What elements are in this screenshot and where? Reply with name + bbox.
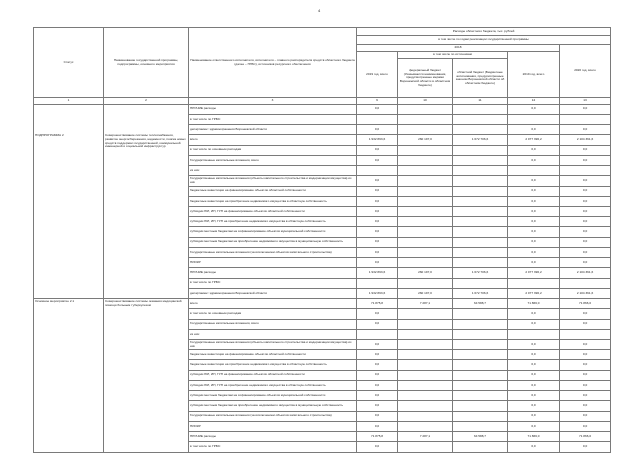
- cell-value: [398, 237, 453, 247]
- row-label: в том числе по ГРБС:: [189, 114, 357, 124]
- cell-value: 0,0: [357, 217, 398, 227]
- cell-value: [398, 411, 453, 421]
- column-index-2: 2: [104, 98, 189, 104]
- cell-value: 0,0: [508, 237, 560, 247]
- column-index-3: 3: [189, 98, 357, 104]
- cell-value: [453, 370, 508, 380]
- cell-value: 0,0: [508, 442, 560, 453]
- cell-value: 71 866,0: [560, 299, 611, 309]
- cell-value: [398, 196, 453, 206]
- cell-value: 0,0: [508, 186, 560, 196]
- cell-value: 0,0: [508, 340, 560, 350]
- cell-value: [398, 370, 453, 380]
- cell-value: 1 932 893,6: [357, 288, 398, 298]
- cell-value: 0,0: [508, 319, 560, 329]
- header-2019-plan: 2019 год, всего: [357, 51, 398, 98]
- cell-value: [453, 217, 508, 227]
- row-label: НИОКР: [189, 258, 357, 268]
- cell-value: 0,0: [560, 391, 611, 401]
- cell-value: [453, 350, 508, 360]
- cell-value: 0,0: [357, 360, 398, 370]
- event-name: Совершенствование системы оказания медицинской помощи больным туберкулезом: [104, 299, 189, 453]
- table-row: [34, 299, 611, 309]
- header-2019-total: 2019 год, всего: [508, 51, 560, 98]
- header-source: Наименование ответственного исполнителя, исполнителя – главного распорядителя средств областного бюджета (далее – ГРБС), источников ресурсного обеспечения: [189, 28, 357, 98]
- program-name: Совершенствование системы теплоснабжения, развитие энергосбережения, надежности, поиска новых средств поддержки государственной, коммунальной инженерной и социальной инфраструктур: [105, 133, 186, 149]
- cell-value: [398, 340, 453, 350]
- cell-value: [398, 104, 453, 114]
- cell-value: 0,0: [357, 186, 398, 196]
- cell-value: 0,0: [508, 380, 560, 390]
- cell-value: 0,0: [560, 370, 611, 380]
- cell-value: 0,0: [508, 227, 560, 237]
- row-label: департамент здравоохранения Воронежской области: [189, 125, 357, 135]
- cell-value: 0,0: [560, 421, 611, 431]
- cell-value: [398, 217, 453, 227]
- cell-value: 0,0: [508, 206, 560, 216]
- row-label: ПРОЧИЕ расходы: [189, 268, 357, 278]
- cell-value: 0,0: [357, 227, 398, 237]
- cell-value: [508, 114, 560, 124]
- row-label: Государственные капитальные вложения (объекты капитального строительства и модернизации имущества) из них: [189, 340, 357, 350]
- cell-value: [453, 206, 508, 216]
- cell-value: 0,0: [508, 360, 560, 370]
- row-label: бюджетные инвестиции на финансирование объектов областной собственности: [189, 350, 357, 360]
- row-label: Государственные капитальные вложения (за исключением объектов капитального строительства): [189, 411, 357, 421]
- program-status: ПОДПРОГРАММА 2: [35, 133, 64, 138]
- row-label: в том числе по основным расходам: [189, 309, 357, 319]
- cell-value: 0,0: [560, 227, 611, 237]
- cell-value: 0,0: [357, 206, 398, 216]
- cell-value: [453, 237, 508, 247]
- budget-table: [33, 27, 611, 453]
- cell-value: [398, 380, 453, 390]
- row-label: бюджетные инвестиции на приобретение недвижимого имущества в областную собственность: [189, 360, 357, 370]
- cell-value: [453, 145, 508, 155]
- cell-value: [398, 442, 453, 453]
- cell-value: 0,0: [560, 319, 611, 329]
- cell-value: 0,0: [560, 309, 611, 319]
- column-index-10: 10: [398, 98, 453, 104]
- cell-value: 0,0: [508, 247, 560, 257]
- header-fed-budget: федеральный бюджет (Указываются наименования, предусмотренные мерами Воронежской области в областном бюджете): [398, 59, 453, 98]
- header-program: Наименование государственной программы, подпрограммы, основного мероприятия: [104, 28, 189, 98]
- cell-value: 0,0: [560, 360, 611, 370]
- cell-value: 0,0: [357, 258, 398, 268]
- cell-value: 260 197,0: [398, 268, 453, 278]
- cell-value: 0,0: [357, 350, 398, 360]
- column-index-13: 13: [560, 98, 611, 104]
- row-label: в том числе по ГРБС:: [189, 278, 357, 288]
- row-label: бюджетные инвестиции на финансирование объектов областной собственности: [189, 186, 357, 196]
- row-label: департамент здравоохранения Воронежской области: [189, 288, 357, 298]
- row-label: субсидии местным бюджетам на софинансирование объектов муниципальной собственности: [189, 227, 357, 237]
- cell-value: [453, 360, 508, 370]
- cell-value: [453, 278, 508, 288]
- column-index-9: 9: [357, 98, 398, 104]
- cell-value: [453, 176, 508, 186]
- cell-value: 0,0: [560, 350, 611, 360]
- cell-value: 0,0: [560, 217, 611, 227]
- cell-value: [453, 186, 508, 196]
- cell-value: 0,0: [357, 319, 398, 329]
- cell-value: 2 104 361,6: [560, 268, 611, 278]
- cell-value: 7 287,1: [398, 299, 453, 309]
- cell-value: [453, 340, 508, 350]
- cell-value: 1 672 706,6: [453, 288, 508, 298]
- cell-value: 71 875,8: [357, 299, 398, 309]
- cell-value: 0,0: [560, 247, 611, 257]
- header-2020-total: 2020 год, всего: [560, 44, 611, 98]
- cell-value: 0,0: [560, 104, 611, 114]
- cell-value: [398, 145, 453, 155]
- cell-value: 2 077 396,2: [508, 288, 560, 298]
- column-index-12: 12: [508, 98, 560, 104]
- cell-value: 71 866,0: [560, 432, 611, 442]
- cell-value: [508, 329, 560, 339]
- cell-value: 2 104 361,6: [560, 135, 611, 145]
- cell-value: [398, 360, 453, 370]
- cell-value: [453, 329, 508, 339]
- cell-value: [398, 227, 453, 237]
- cell-value: 0,0: [357, 237, 398, 247]
- cell-value: [453, 391, 508, 401]
- cell-value: 0,0: [508, 125, 560, 135]
- cell-value: 0,0: [508, 176, 560, 186]
- cell-value: [453, 309, 508, 319]
- cell-value: [453, 258, 508, 268]
- column-index-1: 1: [34, 98, 104, 104]
- cell-value: 0,0: [357, 247, 398, 257]
- cell-value: 0,0: [508, 411, 560, 421]
- header-status: Статус: [34, 28, 104, 98]
- cell-value: [398, 114, 453, 124]
- cell-value: 0,0: [357, 309, 398, 319]
- cell-value: [398, 421, 453, 431]
- table-row: [34, 104, 611, 114]
- cell-value: 0,0: [508, 145, 560, 155]
- cell-value: 0,0: [508, 217, 560, 227]
- cell-value: [453, 421, 508, 431]
- row-label: субсидии ЮЛ, ИП, ГУП на финансирование объектов областной собственности: [189, 370, 357, 380]
- cell-value: [398, 186, 453, 196]
- leading-block-status: [34, 104, 104, 298]
- cell-value: 0,0: [357, 401, 398, 411]
- cell-value: [398, 176, 453, 186]
- cell-value: 260 197,0: [398, 288, 453, 298]
- row-label: субсидии ЮЛ, ИП, ГУП на приобретение недвижимого имущества в областную собственность: [189, 217, 357, 227]
- cell-value: [398, 166, 453, 176]
- cell-value: 71 866,0: [508, 299, 560, 309]
- cell-value: 1 672 706,6: [453, 268, 508, 278]
- cell-value: 71 866,0: [508, 432, 560, 442]
- event-status: Основное мероприятие 2.1: [34, 299, 104, 453]
- cell-value: 0,0: [560, 380, 611, 390]
- cell-value: [453, 196, 508, 206]
- cell-value: 0,0: [560, 186, 611, 196]
- cell-value: 0,0: [508, 258, 560, 268]
- row-label: Государственные капитальные вложения (за исключением объектов капитального строительства): [189, 247, 357, 257]
- spacer: [35, 105, 102, 135]
- cell-value: [398, 350, 453, 360]
- cell-value: [357, 278, 398, 288]
- cell-value: [398, 247, 453, 257]
- cell-value: 0,0: [357, 155, 398, 165]
- cell-value: 0,0: [357, 380, 398, 390]
- cell-value: [560, 278, 611, 288]
- cell-value: 0,0: [357, 442, 398, 453]
- cell-value: [398, 319, 453, 329]
- row-label: в том числе по основным расходам: [189, 145, 357, 155]
- row-label: в том числе по ГРБС:: [189, 442, 357, 453]
- cell-value: [453, 319, 508, 329]
- cell-value: 7 287,1: [398, 432, 453, 442]
- row-label: Государственные капитальные вложения (объекты капитального строительства и модернизации имущества) из них: [189, 176, 357, 186]
- cell-value: 0,0: [560, 125, 611, 135]
- cell-value: 0,0: [560, 258, 611, 268]
- spacer: [105, 105, 187, 135]
- cell-value: 0,0: [560, 155, 611, 165]
- cell-value: 0,0: [560, 206, 611, 216]
- cell-value: 0,0: [508, 196, 560, 206]
- cell-value: 260 197,0: [398, 135, 453, 145]
- column-index-11: 11: [453, 98, 508, 104]
- cell-value: [357, 166, 398, 176]
- cell-value: 0,0: [357, 125, 398, 135]
- row-label: субсидии местным бюджетам на софинансирование объектов муниципальной собственности: [189, 391, 357, 401]
- cell-value: [398, 329, 453, 339]
- cell-value: [560, 329, 611, 339]
- cell-value: [398, 391, 453, 401]
- cell-value: 71 875,8: [357, 432, 398, 442]
- cell-value: [398, 206, 453, 216]
- cell-value: 0,0: [560, 145, 611, 155]
- page-number: 4: [318, 8, 321, 13]
- cell-value: 0,0: [357, 370, 398, 380]
- cell-value: [453, 114, 508, 124]
- cell-value: 0,0: [508, 350, 560, 360]
- row-label: бюджетные инвестиции на приобретение недвижимого имущества в областную собственность: [189, 196, 357, 206]
- row-label: ПРОЧИЕ расходы: [189, 104, 357, 114]
- cell-value: [398, 125, 453, 135]
- cell-value: [398, 155, 453, 165]
- cell-value: [453, 442, 508, 453]
- cell-value: 64 588,7: [453, 432, 508, 442]
- row-label: из них:: [189, 166, 357, 176]
- cell-value: [453, 104, 508, 114]
- row-label: субсидии местным бюджетам на приобретение недвижимого имущества в муниципальную собственность: [189, 401, 357, 411]
- cell-value: [453, 155, 508, 165]
- cell-value: 0,0: [357, 421, 398, 431]
- cell-value: [560, 166, 611, 176]
- cell-value: [453, 247, 508, 257]
- cell-value: 0,0: [357, 196, 398, 206]
- cell-value: 0,0: [560, 340, 611, 350]
- header-year-2018: 2018: [357, 44, 560, 51]
- row-label: всего: [189, 135, 357, 145]
- row-label: субсидии ЮЛ, ИП, ГУП на финансирование объектов областной собственности: [189, 206, 357, 216]
- header-budget-title: Расходы областного бюджета, тыс. рублей: [357, 28, 611, 36]
- cell-value: [357, 114, 398, 124]
- row-label: НИОКР: [189, 421, 357, 431]
- row-label: ПРОЧИЕ расходы: [189, 432, 357, 442]
- cell-value: [453, 166, 508, 176]
- cell-value: [453, 411, 508, 421]
- header-by-years: в том числе по годам реализации государственной программы: [357, 36, 611, 44]
- cell-value: 2 104 361,6: [560, 288, 611, 298]
- cell-value: 0,0: [560, 401, 611, 411]
- cell-value: 0,0: [357, 391, 398, 401]
- cell-value: [357, 329, 398, 339]
- row-label: субсидии ЮЛ, ИП, ГУП на приобретение недвижимого имущества в областную собственность: [189, 380, 357, 390]
- cell-value: [453, 227, 508, 237]
- cell-value: 0,0: [357, 145, 398, 155]
- row-label: субсидии местным бюджетам на приобретение недвижимого имущества в муниципальную собственность: [189, 237, 357, 247]
- cell-value: 0,0: [357, 104, 398, 114]
- cell-value: 0,0: [357, 176, 398, 186]
- cell-value: 0,0: [508, 401, 560, 411]
- header-incl-sources: в том числе по источникам: [398, 51, 508, 58]
- cell-value: [453, 380, 508, 390]
- cell-value: 1 932 893,6: [357, 268, 398, 278]
- cell-value: 0,0: [560, 196, 611, 206]
- row-label: из них:: [189, 329, 357, 339]
- cell-value: 0,0: [508, 155, 560, 165]
- cell-value: [398, 258, 453, 268]
- cell-value: 0,0: [508, 309, 560, 319]
- cell-value: 1 672 706,6: [453, 135, 508, 145]
- cell-value: 0,0: [357, 340, 398, 350]
- cell-value: 2 077 396,2: [508, 268, 560, 278]
- cell-value: 0,0: [508, 370, 560, 380]
- cell-value: [508, 278, 560, 288]
- cell-value: 0,0: [560, 237, 611, 247]
- cell-value: 64 588,7: [453, 299, 508, 309]
- cell-value: 2 077 396,2: [508, 135, 560, 145]
- cell-value: 0,0: [508, 104, 560, 114]
- header-obl-budget: областной бюджет (Бюджетные ассигнования, предусмотренные законом Воронежской области об областном бюджете): [453, 59, 508, 98]
- row-label: всего: [189, 299, 357, 309]
- cell-value: [453, 401, 508, 411]
- cell-value: 0,0: [560, 442, 611, 453]
- cell-value: [508, 166, 560, 176]
- cell-value: 0,0: [357, 411, 398, 421]
- cell-value: 0,0: [560, 411, 611, 421]
- leading-block-name: [104, 104, 189, 298]
- row-label: Государственные капитальные вложения, всего: [189, 319, 357, 329]
- cell-value: 0,0: [508, 421, 560, 431]
- cell-value: 0,0: [508, 391, 560, 401]
- cell-value: [560, 114, 611, 124]
- cell-value: 1 932 893,6: [357, 135, 398, 145]
- cell-value: [398, 401, 453, 411]
- cell-value: [398, 309, 453, 319]
- row-label: Государственные капитальные вложения, всего: [189, 155, 357, 165]
- cell-value: 0,0: [560, 176, 611, 186]
- cell-value: [453, 125, 508, 135]
- cell-value: [398, 278, 453, 288]
